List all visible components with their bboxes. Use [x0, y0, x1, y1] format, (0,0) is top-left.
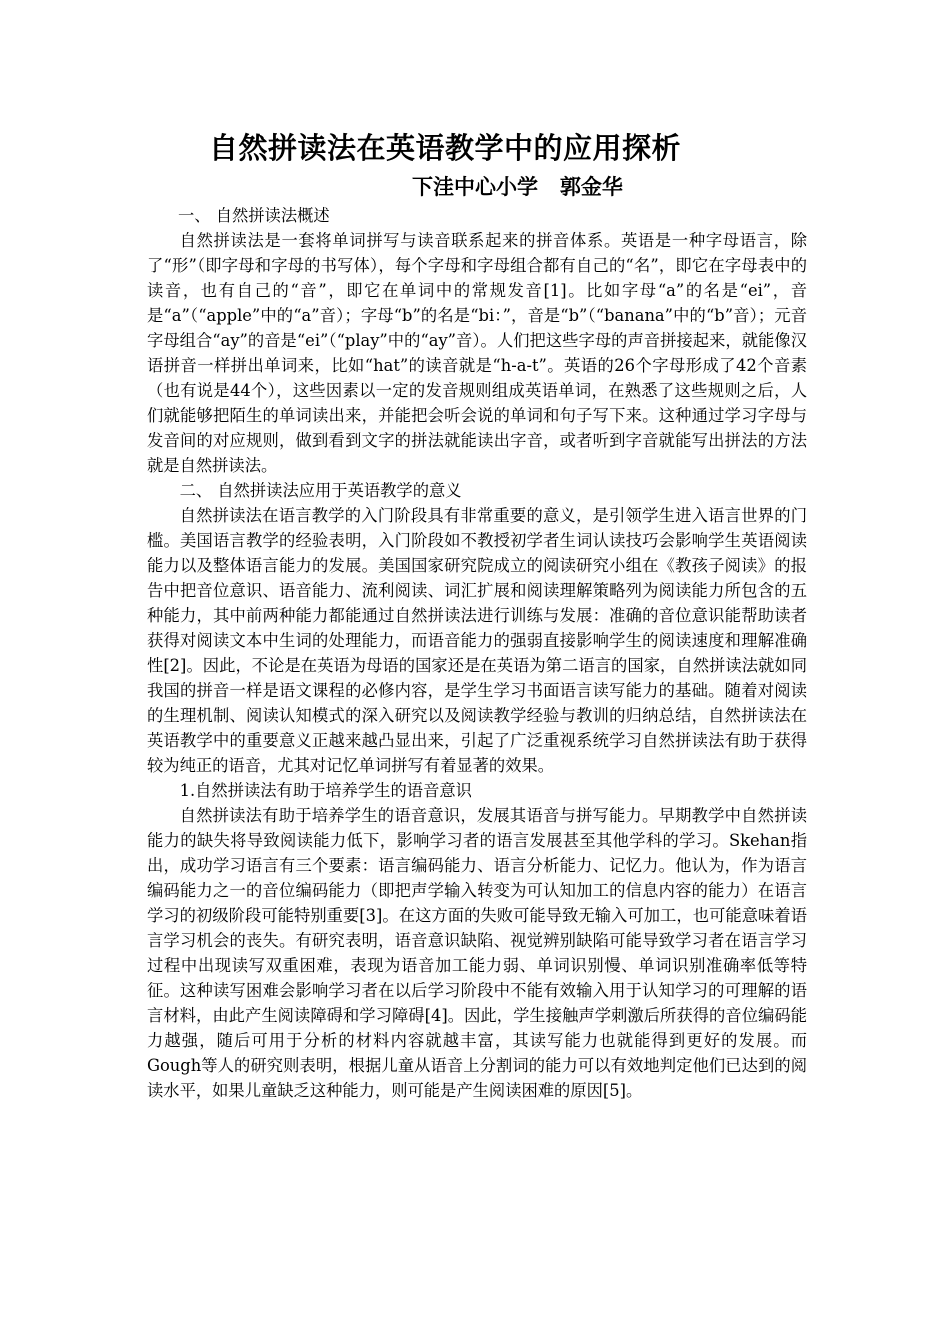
section-heading-significance: 二、 自然拼读法应用于英语教学的意义: [179, 481, 462, 500]
paragraph-significance: 自然拼读法在语言教学的入门阶段具有非常重要的意义，是引领学生进入语言世界的门槛。美国语言教学的经验表明，入门阶段如不教授初学者生词认读技巧会影响学生英语阅读能力以及整体语言能力的发展。美国国家研究院成立的阅读研究小组在《教孩子阅读》的报告中把音位意识、语音能力、流利阅读、词汇扩展和阅读理解策略列为阅读能力所包含的五种能力，其中前两种能力都能通过自然拼读法进行训练与发展：准确的音位意识能帮助读者获得对阅读文本中生词的处理能力，而语音能力的强弱直接影响学生的阅读速度和理解准确性[2]。因此，不论是在英语为母语的国家还是在英语为第二语言的国家，自然拼读法就如同我国的拼音一样是语文课程的必修内容，是学生学习书面语言读写能力的基础。随着对阅读的生理机制、阅读认知模式的深入研究以及阅读教学经验与教训的归纳总结，自然拼读法在英语教学中的重要意义正越来越凸显出来，引起了广泛重视系统学习自然拼读法有助于获得较为纯正的语音，尤其对记忆单词拼写有着显著的效果。: [147, 506, 807, 775]
document-title: 自然拼读法在英语教学中的应用探析: [208, 131, 681, 165]
paragraph-overview: 自然拼读法是一套将单词拼写与读音联系起来的拼音体系。英语是一种字母语言，除了“形”（即字母和字母的书写体），每个字母和字母组合都有自己的“名”，即它在字母表中的读音，也有自己的“音”，即它在单词中的常规发音[1]。比如字母“a”的名是“ei”，音是“a”（“apple”中的“a”音）；字母“b”的名是“bi：”，音是“b”（“banana”中的“b”音）；元音字母组合“ay”的音是“ei”（“play”中的“ay”音）。人们把这些字母的声音拼接起来，就能像汉语拼音一样拼出单词来，比如“hat”的读音就是“h-a-t”。英语的26个字母形成了42个音素（也有说是44个），这些因素以一定的发音规则组成英语单词，在熟悉了这些规则之后，人们就能够把陌生的单词读出来，并能把会听会说的单词和句子写下来。这种通过学习字母与发音间的对应规则，做到看到文字的拼法就能读出字音，或者听到字音就能写出拼法的方法就是自然拼读法。: [147, 231, 807, 475]
document-author: 下洼中心小学 郭金华: [412, 175, 623, 199]
paragraph-phonological-awareness: 自然拼读法有助于培养学生的语音意识，发展其语音与拼写能力。早期教学中自然拼读能力的缺失将导致阅读能力低下，影响学习者的语言发展甚至其他学科的学习。Skehan指出，成功学习语言有三个要素：语言编码能力、语言分析能力、记忆力。他认为，作为语言编码能力之一的音位编码能力（即把声学输入转变为可认知加工的信息内容的能力）在语言学习的初级阶段可能特别重要[3]。在这方面的失败可能导致无输入可加工，也可能意味着语言学习机会的丧失。有研究表明，语音意识缺陷、视觉辨别缺陷可能导致学习者在语言学习过程中出现读写双重困难，表现为语音加工能力弱、单词识别慢、单词识别准确率低等特征。这种读写困难会影响学习者在以后学习阶段中不能有效输入用于认知学习的可理解的语言材料，由此产生阅读障碍和学习障碍[4]。因此，学生接触声学刺激后所获得的音位编码能力越强，随后可用于分析的材料内容就越丰富，其读写能力也就能得到更好的发展。而Gough等人的研究则表明，根据儿童从语音上分割词的能力可以有效地判定他们已达到的阅读水平，如果儿童缺乏这种能力，则可能是产生阅读困难的原因[5]。: [147, 806, 807, 1100]
section-heading-overview: 一、 自然拼读法概述: [177, 206, 330, 225]
section-heading-phonological-awareness: 1.自然拼读法有助于培养学生的语音意识: [179, 781, 472, 800]
document-body: [147, 203, 807, 1103]
